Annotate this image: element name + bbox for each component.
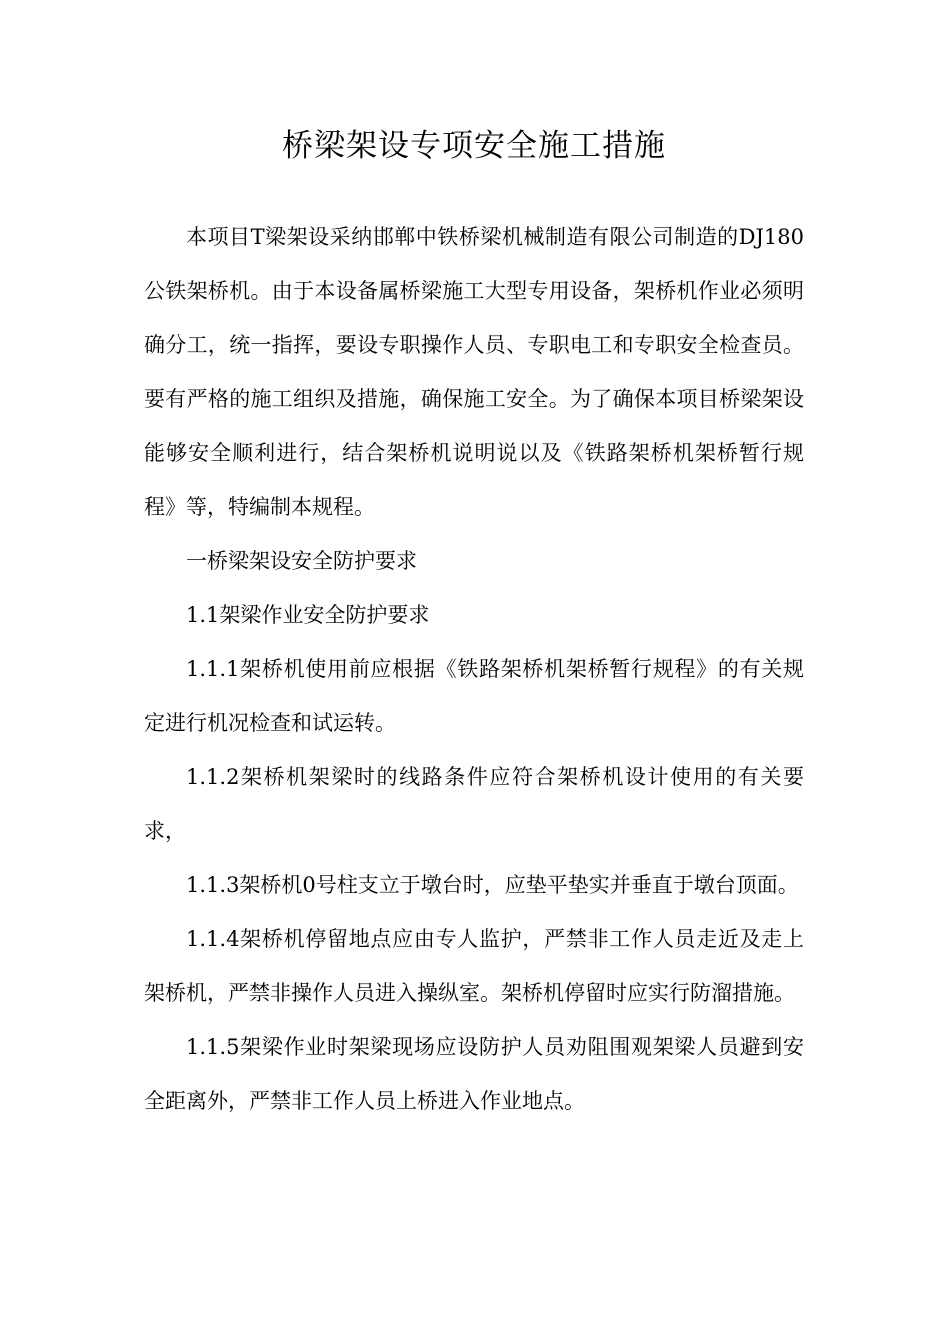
clause-1-1-4: 1.1.4架桥机停留地点应由专人监护，严禁非工作人员走近及走上架桥机，严禁非操作人员进入操纵室。架桥机停留时应实行防溜措施。 (144, 927, 804, 1005)
document-title: 桥梁架设专项安全施工措施 (282, 128, 666, 164)
clause-1-1-1: 1.1.1架桥机使用前应根据《铁路架桥机架桥暂行规程》的有关规定进行机况检查和试运转。 (144, 657, 804, 735)
clause-1-1-2: 1.1.2架桥机架梁时的线路条件应符合架桥机设计使用的有关要求， (144, 765, 804, 843)
subsection-heading: 1.1架梁作业安全防护要求 (186, 603, 430, 627)
section-heading: 一桥梁架设安全防护要求 (186, 549, 417, 573)
document-body (144, 118, 804, 1128)
intro-paragraph: 本项目T梁架设采纳邯郸中铁桥梁机械制造有限公司制造的DJ180公铁架桥机。由于本设备属桥梁施工大型专用设备，架桥机作业必须明确分工，统一指挥，要设专职操作人员、专职电工和专职安全检查员。要有严格的施工组织及措施，确保施工安全。为了确保本项目桥梁架设能够安全顺利进行，结合架桥机说明说以及《铁路架桥机架桥暂行规程》等，特编制本规程。 (144, 225, 804, 519)
clause-1-1-3: 1.1.3架桥机0号柱支立于墩台时，应垫平垫实并垂直于墩台顶面。 (186, 873, 799, 897)
clause-1-1-5: 1.1.5架梁作业时架梁现场应设防护人员劝阻围观架梁人员避到安全距离外，严禁非工作人员上桥进入作业地点。 (144, 1035, 804, 1113)
